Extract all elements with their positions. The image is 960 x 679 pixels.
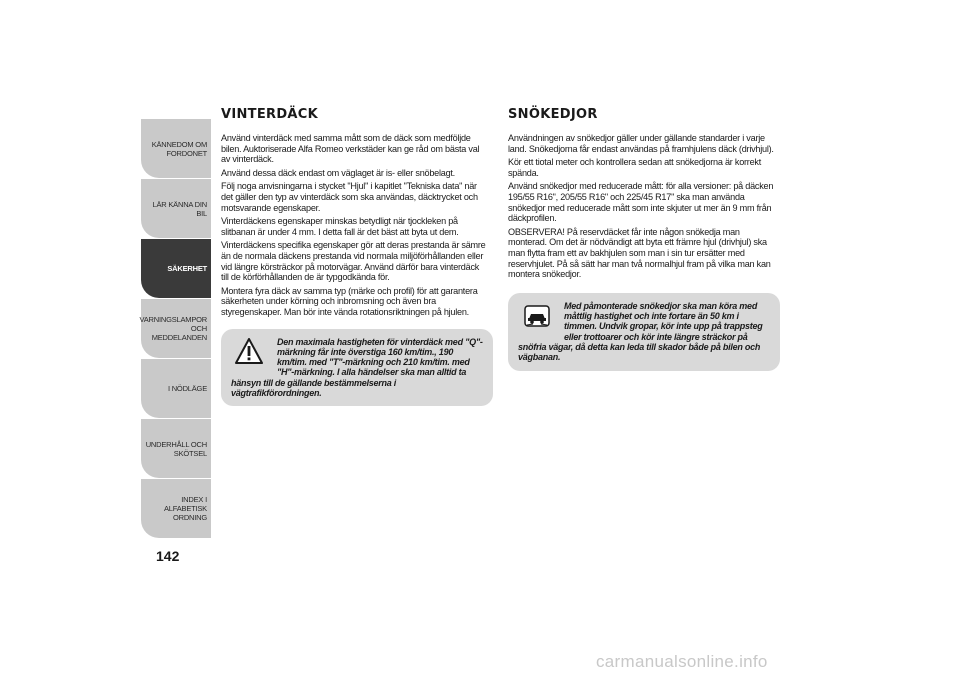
tab-index[interactable] <box>141 479 211 538</box>
paragraph: Följ noga anvisningarna i stycket "Hjul" i kapitlet "Tekniska data" när det gäller den typ av vinterdäck som ska användas, däcktrycket och motsvarande egenskaper. <box>221 181 478 213</box>
tab-label: UNDERHÅLL OCH SKÖTSEL <box>145 439 207 458</box>
tab-label: KÄNNEDOM OM FORDONET <box>151 139 207 158</box>
tab-underhall-och-skotsel[interactable] <box>141 419 211 478</box>
paragraph: Använd dessa däck endast om väglaget är is- eller snöbelagt. <box>221 167 455 178</box>
tab-kannedom-om-fordonet[interactable] <box>141 119 211 178</box>
car-on-road-icon <box>524 305 556 333</box>
paragraph: Vinterdäckens specifika egenskaper gör att deras prestanda är sämre än de normala däckens prestanda vid normala miljöförhållanden eller vid längre körsträckor på motorvägar. Använd därför bara vinterdäck till de körförhållanden de är typgodkända för. <box>221 240 486 283</box>
section-snokedjor <box>508 108 780 371</box>
paragraph: Användningen av snökedjor gäller under gällande standarder i varje land. Snökedjorna får endast användas på framhjulens däck (drivhjul). <box>508 133 774 154</box>
tab-label: I NÖDLÄGE <box>167 384 207 393</box>
section-heading: VINTERDÄCK <box>221 107 319 122</box>
section-vinterdack <box>221 108 493 406</box>
tab-lar-kanna-din-bil[interactable] <box>141 179 211 238</box>
tab-varningslampor[interactable] <box>141 299 211 358</box>
tab-i-nodlage[interactable] <box>141 359 211 418</box>
tab-label: LÄR KÄNNA DIN BIL <box>152 199 207 218</box>
section-heading: SNÖKEDJOR <box>508 107 598 122</box>
paragraph: Montera fyra däck av samma typ (märke och profil) för att garantera säkerheten under körning och inbromsning och även bra styregenskaper. Man bör inte vända rotationsriktningen på hjulen. <box>221 285 478 317</box>
tab-sakerhet[interactable] <box>141 239 211 298</box>
paragraph: Använd snökedjor med reducerade mått: för alla versioner: på däcken 195/55 R16", 205/55 R16" och 225/45 R17" ska man använda snökedjor med reducerade mått som inte skjuter ut mer än 9 mm från däckprofilen. <box>508 181 774 224</box>
warning-box <box>508 293 780 371</box>
tab-label: INDEX I ALFABETISK ORDNING <box>163 495 207 522</box>
tab-label: VARNINGSLAMPOR OCH MEDDELANDEN <box>139 315 207 342</box>
warning-text: Den maximala hastigheten för vinterdäck med "Q"-märkning får inte överstiga 160 km/tim., 190 km/tim. med "T"-märkning och 210 km/tim. med "H"-märkning. I alla händelser ska man alltid ta hänsyn till de gällande bestämmelserna i vägtrafikförordningen. <box>231 336 483 398</box>
warning-box <box>221 329 493 407</box>
paragraph: Använd vinterdäck med samma mått som de däck som medföljde bilen. Auktoriserade Alfa Romeo verkstäder kan ge råd om bästa val av vinterdäck. <box>221 133 480 165</box>
warning-triangle-icon <box>235 338 269 370</box>
paragraph: Kör ett tiotal meter och kontrollera sedan att snökedjorna är korrekt spända. <box>508 157 762 178</box>
tab-label: SÄKERHET <box>167 264 207 273</box>
warning-text: Med påmonterade snökedjor ska man köra med måttlig hastighet och inte fortare än 50 km i timmen. Undvik gropar, kör inte upp på trappsteg eller trottoarer och kör inte längre sträckor på snöfria vägar, då detta kan leda till skador både på bilen och vägbanan. <box>518 300 763 363</box>
paragraph: OBSERVERA! På reservdäcket får inte någon snökedja man monterad. Om det är nödvändigt att byta ett främre hjul (drivhjul) ska man flytta fram ett av bakhjulen som man i sin tur ersätter med reservhjulet. På så sätt har man två normalhjul fram på vilka man kan montera snökedjor. <box>508 226 771 280</box>
paragraph: Vinterdäckens egenskaper minskas betydligt när tjockleken på slitbanan är under 4 mm. I detta fall är det bäst att byta ut dem. <box>221 216 459 237</box>
page-number: 142 <box>156 548 180 564</box>
watermark: carmanualsonline.info <box>596 652 768 671</box>
